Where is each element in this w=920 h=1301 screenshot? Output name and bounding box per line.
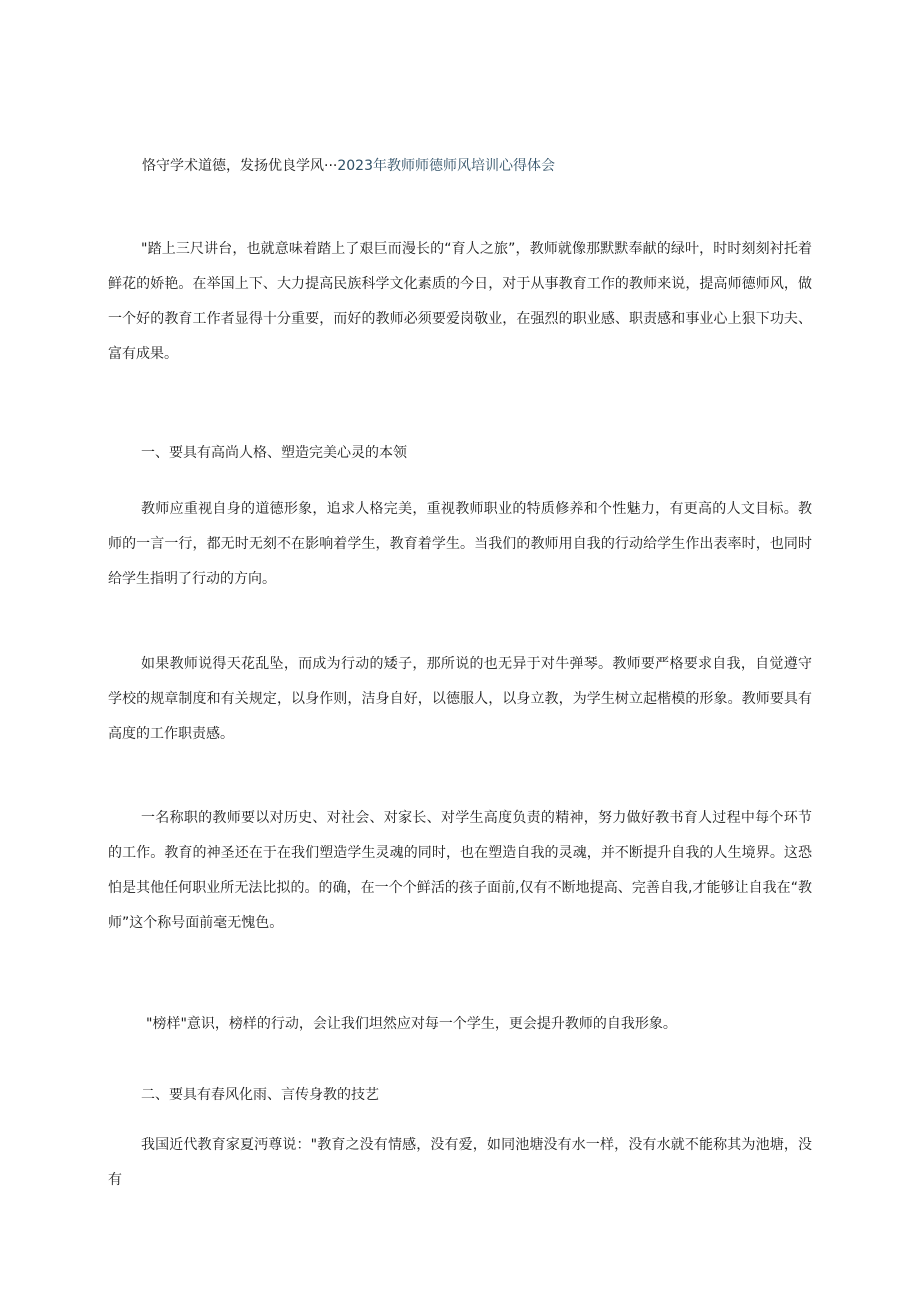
paragraph-intro: "踏上三尺讲台，也就意味着踏上了艰巨而漫长的“育人之旅”，教师就像那默默奉献的绿叶，时时刻刻衬托着鲜花的娇艳。在举国上下、大力提高民族科学文化素质的今日，对于从事教育工作的教师来说，提高师德师风，做一个好的教育工作者显得十分重要，而好的教师必须要爱岗敬业，在强烈的职业感、职责感和事业心上狠下功夫、富有成果。: [108, 241, 812, 362]
paragraph-moral-image: 教师应重视自身的道德形象，追求人格完美，重视教师职业的特质修养和个性魅力，有更高的人文目标。教师的一言一行，都无时无刻不在影响着学生，教育着学生。当我们的教师用自我的行动给学生作出表率时，也同时给学生指明了行动的方向。: [108, 501, 812, 587]
paragraph-self-discipline: 如果教师说得天花乱坠，而成为行动的矮子，那所说的也无异于对牛弹琴。教师要严格要求自我，自觉遵守学校的规章制度和有关规定，以身作则，洁身自好，以德服人，以身立教，为学生树立起楷模的形象。教师要具有高度的工作职责感。: [108, 656, 812, 742]
paragraph-quote: 我国近代教育家夏沔尊说："教育之没有情感，没有爱，如同池塘没有水一样，没有水就不能称其为池塘，没有: [108, 1137, 812, 1188]
document-title: [142, 156, 555, 176]
section-heading-2: 二、要具有春风化雨、言传身教的技艺: [141, 1087, 379, 1103]
title-date: 2023年教师师德师风培训心得体会: [337, 158, 555, 174]
section-heading-1: 一、要具有高尚人格、塑造完美心灵的本领: [141, 445, 407, 461]
title-main: 恪守学术道德，发扬优良学风···: [142, 158, 338, 174]
paragraph-role-model: "榜样"意识，榜样的行动，会让我们坦然应对每一个学生，更会提升教师的自我形象。: [146, 1016, 677, 1032]
paragraph-responsibility: 一名称职的教师要以对历史、对社会、对家长、对学生高度负责的精神，努力做好教书育人过程中每个环节的工作。教育的神圣还在于在我们塑造学生灵魂的同时，也在塑造自我的灵魂，并不断提升自我的人生境界。这恐怕是其他任何职业所无法比拟的。的确，在一个个鲜活的孩子面前,仅有不断地提高、完善自我,才能够让自我在“教师”这个称号面前毫无愧色。: [108, 810, 812, 931]
